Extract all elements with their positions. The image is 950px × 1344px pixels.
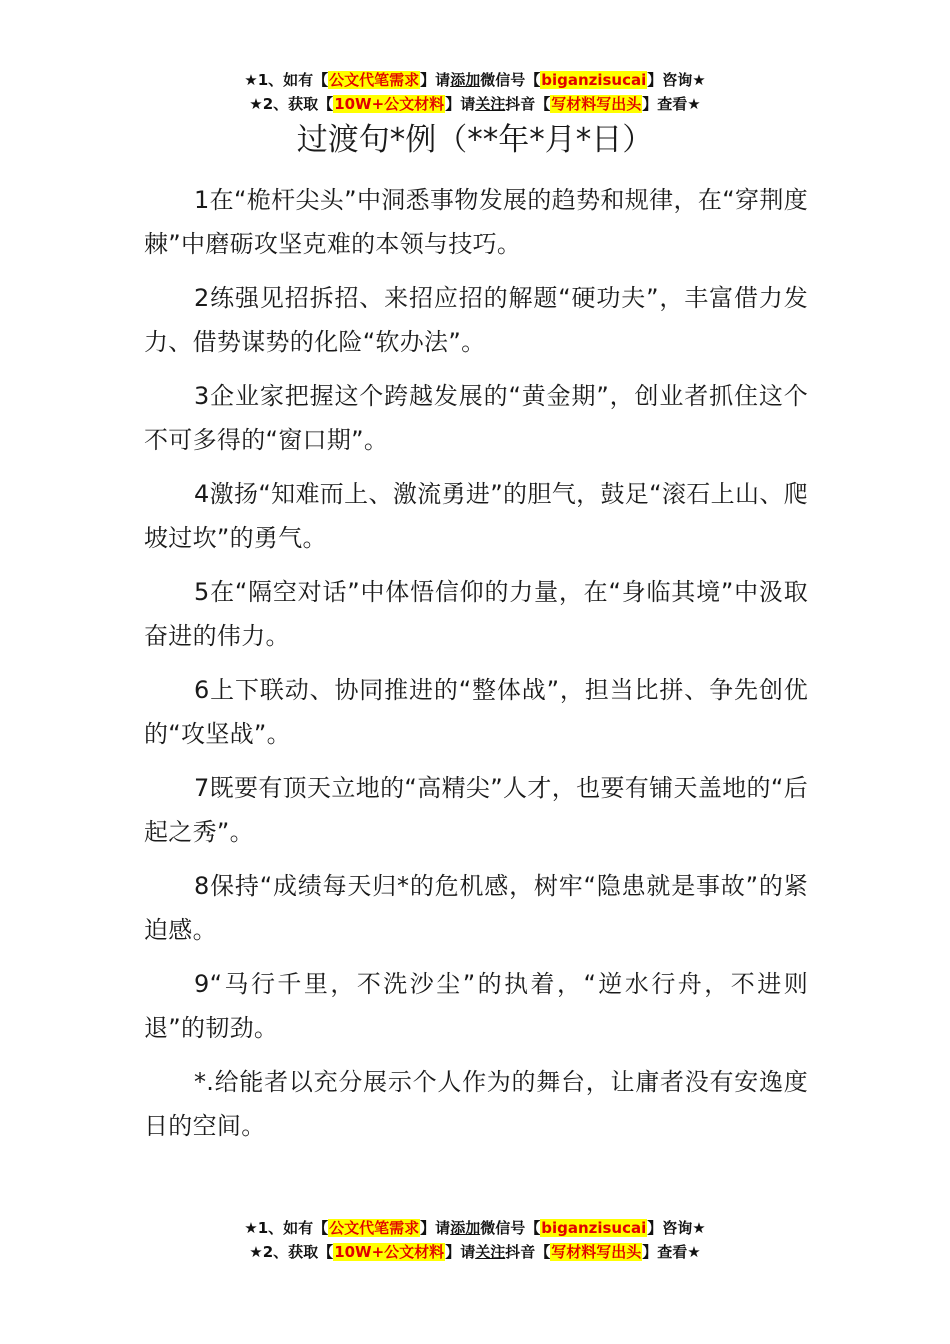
paragraph-4: 4激扬“知难而上、激流勇进”的胆气，鼓足“滚石上山、爬坡过坎”的勇气。 [144, 480, 808, 552]
banner-highlight: 写材料写出头 [551, 95, 642, 113]
banner-line-2: ★2、获取【10W+公文材料】请关注抖音【写材料写出头】查看★ [249, 95, 701, 113]
document-title: 过渡句*例（**年*月*日） [296, 122, 654, 158]
banner-highlight: 10W+公文材料 [334, 95, 445, 113]
paragraph-9: 9“马行千里，不洗沙尘”的执着，“逆水行舟，不进则退”的韧劲。 [144, 970, 808, 1042]
paragraph-8: 8保持“成绩每天归*的危机感，树牢“隐患就是事故”的紧迫感。 [144, 872, 808, 944]
banner-highlight: 10W+公文材料 [334, 1243, 445, 1261]
paragraph-6: 6上下联动、协同推进的“整体战”，担当比拼、争先创优的“攻坚战”。 [144, 676, 808, 748]
footer-banner [0, 1216, 950, 1264]
paragraph-10: *.给能者以充分展示个人作为的舞台，让庸者没有安逸度日的空间。 [144, 1068, 808, 1140]
banner-line-1: ★1、如有【公文代笔需求】请添加微信号【biganzisucai】咨询★ [244, 71, 706, 89]
paragraph-1: 1在“桅杆尖头”中洞悉事物发展的趋势和规律，在“穿荆度棘”中磨砺攻坚克难的本领与技巧。 [144, 186, 808, 258]
paragraph-5: 5在“隔空对话”中体悟信仰的力量，在“身临其境”中汲取奋进的伟力。 [144, 578, 808, 650]
header-banner [0, 68, 950, 116]
document-body [144, 178, 808, 1158]
banner-line-1: ★1、如有【公文代笔需求】请添加微信号【biganzisucai】咨询★ [244, 1219, 706, 1237]
paragraph-7: 7既要有顶天立地的“高精尖”人才，也要有铺天盖地的“后起之秀”。 [144, 774, 808, 846]
banner-highlight: 写材料写出头 [551, 1243, 642, 1261]
banner-highlight: 公文代笔需求 [329, 1219, 420, 1237]
paragraph-2: 2练强见招拆招、来招应招的解题“硬功夫”，丰富借力发力、借势谋势的化险“软办法”。 [144, 284, 808, 356]
paragraph-3: 3企业家把握这个跨越发展的“黄金期”，创业者抓住这个不可多得的“窗口期”。 [144, 382, 808, 454]
banner-highlight: biganzisucai [541, 1219, 647, 1237]
banner-highlight: biganzisucai [541, 71, 647, 89]
banner-highlight: 公文代笔需求 [329, 71, 420, 89]
banner-line-2: ★2、获取【10W+公文材料】请关注抖音【写材料写出头】查看★ [249, 1243, 701, 1261]
